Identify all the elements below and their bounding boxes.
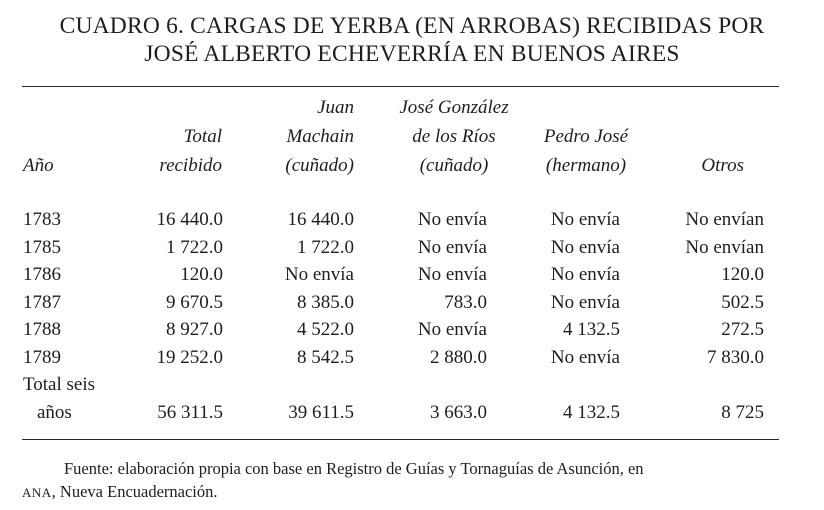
cell-otros: 7 830.0 <box>707 346 764 368</box>
cell-gonzalez: 783.0 <box>444 291 487 313</box>
cell-gonzalez: No envía <box>417 264 487 285</box>
cell-total: 120.0 <box>180 264 223 285</box>
cell-machain: 8 385.0 <box>297 291 354 313</box>
cell-gonzalez: No envía <box>417 319 487 340</box>
total-machain: 39 611.5 <box>288 402 354 423</box>
cell-year: 1787 <box>23 291 61 313</box>
header-year: Año <box>23 155 54 176</box>
cell-otros: No envían <box>685 209 764 230</box>
cell-machain: 16 440.0 <box>287 209 354 230</box>
cell-pedro: No envía <box>550 236 620 258</box>
cell-gonzalez: No envía <box>417 209 487 230</box>
top-rule <box>22 86 779 87</box>
source-abbr: ANA <box>22 485 52 500</box>
cell-gonzalez: No envía <box>417 236 487 258</box>
cell-year: 1789 <box>23 346 61 368</box>
total-label-line-1: Total seis <box>23 374 96 395</box>
cell-year: 1788 <box>23 319 61 340</box>
cell-total: 9 670.5 <box>166 291 223 313</box>
total-label-line-2: años <box>37 402 72 423</box>
total-pedro: 4 132.5 <box>563 402 620 423</box>
cell-pedro: No envía <box>550 209 620 230</box>
cell-pedro: 4 132.5 <box>563 319 620 340</box>
cell-year: 1785 <box>23 236 61 258</box>
total-otros: 8 725 <box>721 402 764 423</box>
cell-pedro: No envía <box>550 346 620 368</box>
cell-otros: 120.0 <box>721 264 764 285</box>
cell-pedro: No envía <box>550 291 620 313</box>
source-rest: , Nueva Encuadernación. <box>51 482 218 501</box>
total-gonzalez: 3 663.0 <box>430 402 487 423</box>
cell-otros: No envían <box>685 236 764 258</box>
source-note <box>22 457 779 504</box>
header-otros: Otros <box>701 155 744 176</box>
cell-total: 16 440.0 <box>156 209 223 230</box>
cell-total: 1 722.0 <box>166 236 223 258</box>
header-pedro: Pedro José (hermano) <box>543 126 629 176</box>
table-title-line-1: CUADRO 6. CARGAS DE YERBA (EN ARROBAS) RECIBIDAS POR <box>59 13 765 39</box>
cell-machain: 8 542.5 <box>297 346 354 368</box>
cell-gonzalez: 2 880.0 <box>430 346 487 368</box>
cell-year: 1786 <box>23 264 61 285</box>
table-title-line-2: JOSÉ ALBERTO ECHEVERRÍA EN BUENOS AIRES <box>144 41 680 67</box>
cell-total: 8 927.0 <box>166 319 223 340</box>
header-total: Total recibido <box>159 126 222 176</box>
header-machain: Juan Machain (cuñado) <box>285 97 354 176</box>
cell-total: 19 252.0 <box>156 346 223 368</box>
source-text: Fuente: elaboración propia con base en Registro de Guías y Tornaguías de Asunción, en <box>64 459 644 478</box>
cell-machain: 1 722.0 <box>297 236 354 258</box>
cell-pedro: No envía <box>550 264 620 285</box>
cell-machain: No envía <box>284 264 354 285</box>
cell-year: 1783 <box>23 209 61 230</box>
cell-otros: 272.5 <box>721 319 764 340</box>
header-gonzalez: José González de los Ríos (cuñado) <box>399 97 509 176</box>
bottom-rule <box>22 439 779 440</box>
total-total: 56 311.5 <box>157 402 223 423</box>
cell-otros: 502.5 <box>721 291 764 313</box>
cell-machain: 4 522.0 <box>297 319 354 340</box>
